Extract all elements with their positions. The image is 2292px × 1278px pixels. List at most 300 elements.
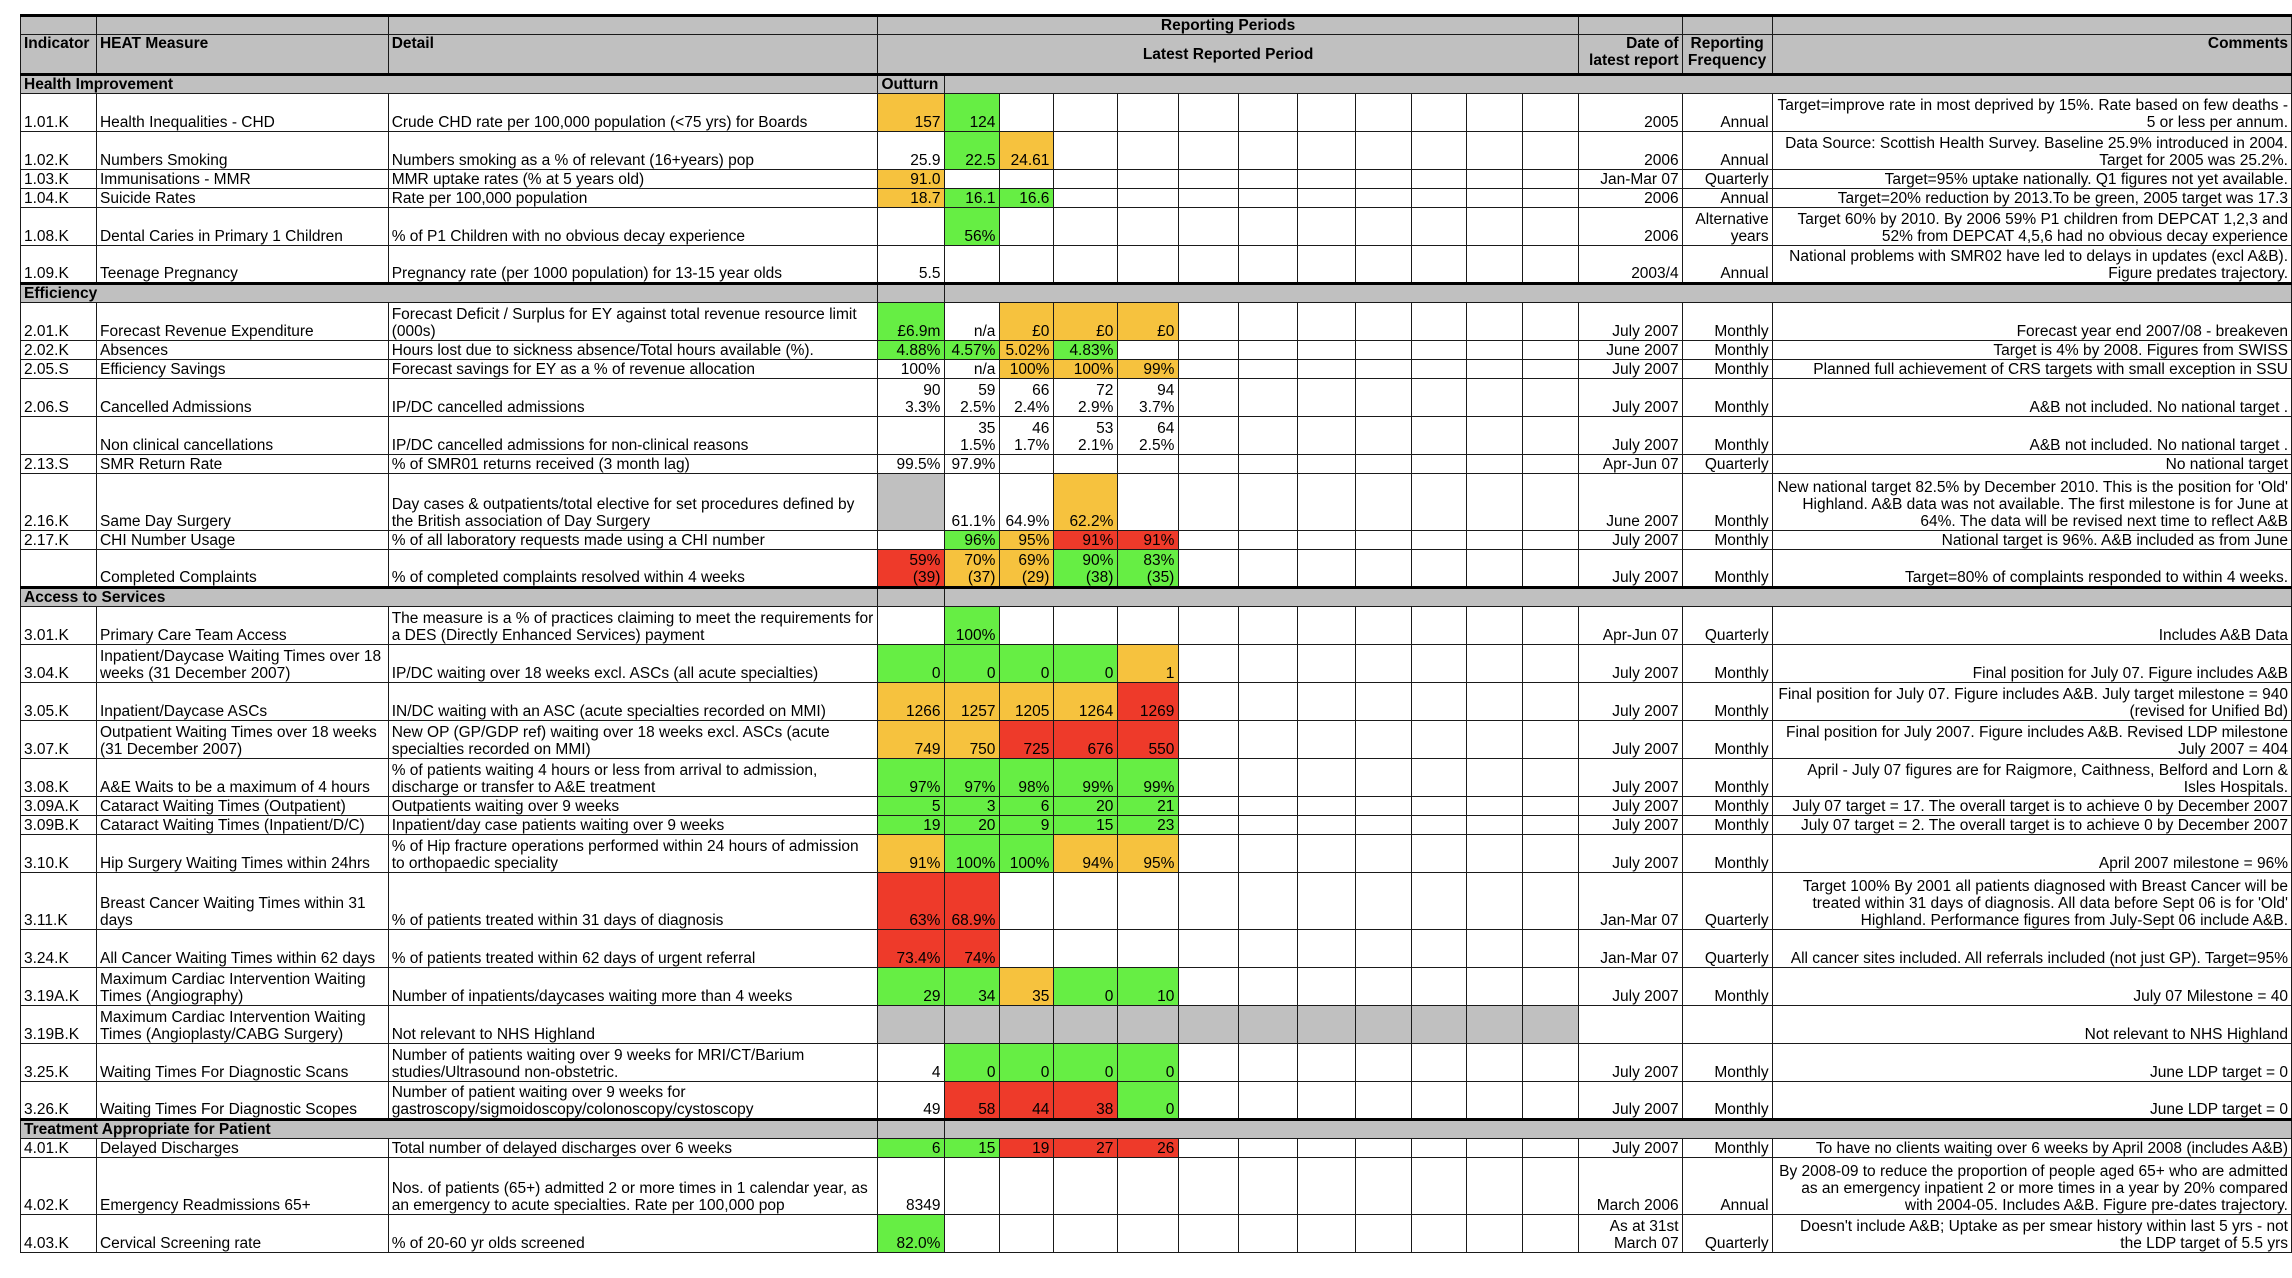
period-cell-empty (1411, 930, 1466, 968)
table-row (21, 379, 2292, 417)
period-cell-empty (1411, 379, 1466, 417)
period-value: 91.0 (878, 170, 945, 189)
period-cell-empty (1356, 797, 1412, 816)
period-value: 53 2.1% (1054, 417, 1118, 455)
period-value: £6.9m (878, 303, 945, 341)
period-cell-empty (1298, 455, 1356, 474)
period-value: 94 3.7% (1118, 379, 1179, 417)
comment: Target=improve rate in most deprived by 15%. Rate based on few deaths - 5 or less per annum. (1772, 94, 2291, 132)
detail: Forecast Deficit / Surplus for EY against total revenue resource limit (000s) (388, 303, 878, 341)
reporting-frequency: Monthly (1682, 816, 1772, 835)
outturn-label: Outturn (878, 75, 945, 94)
period-value: 20 (945, 816, 1000, 835)
period-value: 74% (945, 930, 1000, 968)
period-value: 1266 (878, 683, 945, 721)
period-cell-empty (1522, 132, 1578, 170)
period-cell-empty (1466, 531, 1522, 550)
period-cell-empty (1239, 797, 1298, 816)
table-row (21, 607, 2292, 645)
heat-measure: Cancelled Admissions (96, 379, 388, 417)
reporting-frequency: Monthly (1682, 835, 1772, 873)
heat-measure: Hip Surgery Waiting Times within 24hrs (96, 835, 388, 873)
period-cell-empty (1179, 455, 1239, 474)
period-cell-empty (1054, 1006, 1118, 1044)
period-value: 5 (878, 797, 945, 816)
period-value: 98% (1000, 759, 1054, 797)
period-value: 62.2% (1054, 474, 1118, 531)
period-value: 38 (1054, 1082, 1118, 1120)
period-value: 61.1% (945, 474, 1000, 531)
heat-measure: Inpatient/Daycase Waiting Times over 18 weeks (31 December 2007) (96, 645, 388, 683)
period-cell-empty (1522, 360, 1578, 379)
period-cell-empty (1000, 1215, 1054, 1253)
period-cell-empty (1239, 303, 1298, 341)
heat-measure: CHI Number Usage (96, 531, 388, 550)
indicator-code: 2.13.S (21, 455, 97, 474)
period-value: 56% (945, 208, 1000, 246)
period-cell-empty (1118, 94, 1179, 132)
detail: % of patients treated within 62 days of urgent referral (388, 930, 878, 968)
period-cell-empty (1356, 816, 1412, 835)
period-cell-empty (1239, 1082, 1298, 1120)
period-value: 58 (945, 1082, 1000, 1120)
heat-measure: Primary Care Team Access (96, 607, 388, 645)
period-cell-empty (1179, 873, 1239, 930)
comment: Data Source: Scottish Health Survey. Baseline 25.9% introduced in 2004. Target for 2005 was 25.2%. (1772, 132, 2291, 170)
period-cell-empty (1356, 1044, 1412, 1082)
heat-measure: Dental Caries in Primary 1 Children (96, 208, 388, 246)
period-cell-empty (1522, 1158, 1578, 1215)
detail: IN/DC waiting with an ASC (acute specialties recorded on MMI) (388, 683, 878, 721)
period-value: 0 (945, 645, 1000, 683)
period-cell-empty (1522, 417, 1578, 455)
heat-measure: SMR Return Rate (96, 455, 388, 474)
reporting-frequency: Annual (1682, 132, 1772, 170)
period-cell-empty (1522, 1139, 1578, 1158)
period-cell-empty (1466, 816, 1522, 835)
reporting-frequency: Monthly (1682, 683, 1772, 721)
date-of-latest-report: 2006 (1578, 208, 1682, 246)
header-blank (1772, 16, 2291, 35)
period-cell-empty (1179, 1139, 1239, 1158)
comments-header: Comments (1772, 35, 2291, 75)
period-cell-empty (1239, 683, 1298, 721)
period-cell-empty (1179, 721, 1239, 759)
period-cell-empty (1466, 132, 1522, 170)
period-value: 34 (945, 968, 1000, 1006)
period-value: 29 (878, 968, 945, 1006)
period-cell-empty (945, 170, 1000, 189)
table-row (21, 189, 2292, 208)
period-value: 4.57% (945, 341, 1000, 360)
period-cell-empty (1466, 170, 1522, 189)
indicator-code: 2.06.S (21, 379, 97, 417)
period-value: 0 (1054, 1044, 1118, 1082)
period-cell-empty (1054, 930, 1118, 968)
period-cell-empty (1411, 797, 1466, 816)
period-cell-empty (1298, 759, 1356, 797)
period-cell-empty (1411, 417, 1466, 455)
indicator-code: 1.09.K (21, 246, 97, 284)
date-of-latest-report: July 2007 (1578, 1044, 1682, 1082)
reporting-frequency: Quarterly (1682, 1215, 1772, 1253)
period-cell-empty (878, 607, 945, 645)
period-cell-empty (1239, 208, 1298, 246)
period-cell-empty (1466, 1082, 1522, 1120)
period-cell-empty (1356, 607, 1412, 645)
period-value: 157 (878, 94, 945, 132)
period-value: 95% (1118, 835, 1179, 873)
period-cell-empty (1411, 759, 1466, 797)
period-cell-empty (1298, 379, 1356, 417)
heat-measure: Same Day Surgery (96, 474, 388, 531)
table-row (21, 1158, 2292, 1215)
period-cell-empty (1179, 170, 1239, 189)
period-value: 99% (1118, 759, 1179, 797)
period-cell-empty (1466, 208, 1522, 246)
reporting-frequency: Monthly (1682, 550, 1772, 588)
reporting-frequency: Monthly (1682, 474, 1772, 531)
comment: Target=20% reduction by 2013.To be green, 2005 target was 17.3 (1772, 189, 2291, 208)
period-cell-empty (1466, 645, 1522, 683)
period-value: 725 (1000, 721, 1054, 759)
date-of-latest-report: July 2007 (1578, 303, 1682, 341)
period-value: 19 (878, 816, 945, 835)
period-cell-empty (1239, 170, 1298, 189)
date-of-latest-report: July 2007 (1578, 1139, 1682, 1158)
period-value: 0 (945, 1044, 1000, 1082)
period-cell-empty (1239, 968, 1298, 1006)
period-cell-empty (1356, 189, 1412, 208)
period-cell-empty (1356, 341, 1412, 360)
period-cell-empty (1298, 797, 1356, 816)
period-cell-empty (1356, 759, 1412, 797)
period-cell-empty (1118, 170, 1179, 189)
period-cell-empty (1179, 607, 1239, 645)
period-cell-empty (1239, 379, 1298, 417)
period-cell-empty (1466, 1006, 1522, 1044)
period-cell-empty (1118, 341, 1179, 360)
reporting-frequency: Quarterly (1682, 930, 1772, 968)
period-value: 68.9% (945, 873, 1000, 930)
period-cell-empty (1054, 1158, 1118, 1215)
period-cell-empty (1356, 455, 1412, 474)
period-value: 4.88% (878, 341, 945, 360)
period-value: 64 2.5% (1118, 417, 1179, 455)
period-cell-empty (1118, 208, 1179, 246)
period-cell-empty (1411, 816, 1466, 835)
reporting-periods-header: Reporting Periods (878, 16, 1578, 35)
period-cell-empty (878, 417, 945, 455)
period-value: 27 (1054, 1139, 1118, 1158)
period-value: 90% (38) (1054, 550, 1118, 588)
period-cell-empty (1298, 189, 1356, 208)
heat-measure: All Cancer Waiting Times within 62 days (96, 930, 388, 968)
period-cell-empty (1522, 721, 1578, 759)
indicator-code: 1.08.K (21, 208, 97, 246)
period-cell-empty (1298, 835, 1356, 873)
indicator-code: 3.05.K (21, 683, 97, 721)
period-value: 23 (1118, 816, 1179, 835)
table-row (21, 1044, 2292, 1082)
reporting-frequency: Quarterly (1682, 455, 1772, 474)
date-of-latest-report: 2005 (1578, 94, 1682, 132)
period-value: 19 (1000, 1139, 1054, 1158)
comment: June LDP target = 0 (1772, 1044, 2291, 1082)
period-cell-empty (878, 1006, 945, 1044)
period-value: 24.61 (1000, 132, 1054, 170)
period-cell-empty (1522, 816, 1578, 835)
period-cell-empty (1298, 417, 1356, 455)
comment: Forecast year end 2007/08 - breakeven (1772, 303, 2291, 341)
detail: Inpatient/day case patients waiting over 9 weeks (388, 816, 878, 835)
period-cell-empty (1179, 531, 1239, 550)
period-cell-empty (1298, 1215, 1356, 1253)
period-cell-empty (1356, 968, 1412, 1006)
comment: July 07 target = 2. The overall target is to achieve 0 by December 2007 (1772, 816, 2291, 835)
comment: Includes A&B Data (1772, 607, 2291, 645)
reporting-frequency: Monthly (1682, 645, 1772, 683)
period-cell-empty (1054, 873, 1118, 930)
period-value: 5.02% (1000, 341, 1054, 360)
header-blank (1578, 16, 1682, 35)
period-value: 16.1 (945, 189, 1000, 208)
comment: National problems with SMR02 have led to delays in updates (excl A&B). Figure predates trajectory. (1772, 246, 2291, 284)
period-cell-empty (1356, 208, 1412, 246)
section-title: Efficiency (21, 284, 878, 303)
period-cell-empty (1239, 721, 1298, 759)
period-cell-empty (1466, 797, 1522, 816)
period-value: 15 (1054, 816, 1118, 835)
period-cell-empty (1118, 246, 1179, 284)
period-cell-empty (1356, 360, 1412, 379)
heat-measure: Health Inequalities - CHD (96, 94, 388, 132)
period-cell-empty (1356, 1082, 1412, 1120)
period-value: 0 (1000, 645, 1054, 683)
period-cell-empty (1411, 1139, 1466, 1158)
indicator-code: 4.02.K (21, 1158, 97, 1215)
reporting-frequency (1682, 1006, 1772, 1044)
period-cell-empty (1466, 607, 1522, 645)
period-value: 73.4% (878, 930, 945, 968)
period-cell-empty (1356, 417, 1412, 455)
date-of-latest-report: Jan-Mar 07 (1578, 930, 1682, 968)
heat-measure: Waiting Times For Diagnostic Scans (96, 1044, 388, 1082)
period-cell-empty (1298, 645, 1356, 683)
date-of-latest-report: July 2007 (1578, 645, 1682, 683)
period-cell-empty (1118, 132, 1179, 170)
date-of-latest-report: As at 31st March 07 (1578, 1215, 1682, 1253)
indicator-code: 3.07.K (21, 721, 97, 759)
period-cell-empty (1411, 341, 1466, 360)
period-cell-empty (1356, 835, 1412, 873)
period-cell-empty (1356, 379, 1412, 417)
period-cell-empty (1466, 341, 1522, 360)
comment: Target=95% uptake nationally. Q1 figures not yet available. (1772, 170, 2291, 189)
period-value: 124 (945, 94, 1000, 132)
period-cell-empty (1356, 873, 1412, 930)
period-cell-empty (1298, 360, 1356, 379)
period-cell-empty (1466, 1139, 1522, 1158)
indicator-code: 3.11.K (21, 873, 97, 930)
period-cell-empty (1522, 550, 1578, 588)
period-value: £0 (1000, 303, 1054, 341)
detail: MMR uptake rates (% at 5 years old) (388, 170, 878, 189)
date-of-latest-report: 2006 (1578, 132, 1682, 170)
period-value: 44 (1000, 1082, 1054, 1120)
table-row (21, 759, 2292, 797)
indicator-code: 3.19A.K (21, 968, 97, 1006)
period-cell-empty (1179, 968, 1239, 1006)
heat-measure-header: HEAT Measure (96, 35, 388, 75)
date-of-latest-report: 2006 (1578, 189, 1682, 208)
period-cell-empty (1466, 683, 1522, 721)
period-value: 100% (1000, 360, 1054, 379)
period-cell-empty (1411, 455, 1466, 474)
detail: Total number of delayed discharges over 6 weeks (388, 1139, 878, 1158)
period-cell-empty (1239, 341, 1298, 360)
period-cell-empty (1118, 930, 1179, 968)
period-value: 1 (1118, 645, 1179, 683)
period-cell-empty (1179, 341, 1239, 360)
indicator-code: 3.09A.K (21, 797, 97, 816)
detail: % of 20-60 yr olds screened (388, 1215, 878, 1253)
period-value: 97.9% (945, 455, 1000, 474)
period-cell-empty (1466, 455, 1522, 474)
comment: June LDP target = 0 (1772, 1082, 2291, 1120)
period-cell-empty (1118, 873, 1179, 930)
period-cell-empty (1179, 132, 1239, 170)
period-cell-empty (1411, 303, 1466, 341)
period-cell-empty (1466, 550, 1522, 588)
period-cell-empty (1298, 474, 1356, 531)
header-blank (1682, 16, 1772, 35)
indicator-code: 3.19B.K (21, 1006, 97, 1044)
period-cell-empty (1179, 417, 1239, 455)
detail: IP/DC cancelled admissions (388, 379, 878, 417)
period-cell-empty (1356, 683, 1412, 721)
period-cell-empty (1298, 930, 1356, 968)
period-cell-empty (1356, 170, 1412, 189)
period-cell-empty (1118, 1215, 1179, 1253)
detail: % of all laboratory requests made using a CHI number (388, 531, 878, 550)
period-value: 1269 (1118, 683, 1179, 721)
detail: % of completed complaints resolved within 4 weeks (388, 550, 878, 588)
table-row (21, 94, 2292, 132)
period-cell-empty (1298, 170, 1356, 189)
date-of-latest-report: July 2007 (1578, 797, 1682, 816)
period-cell-empty (1411, 531, 1466, 550)
table-row (21, 303, 2292, 341)
period-cell-empty (1054, 208, 1118, 246)
period-cell-empty (1356, 474, 1412, 531)
period-value: 25.9 (878, 132, 945, 170)
indicator-code: 2.01.K (21, 303, 97, 341)
indicator-code: 3.24.K (21, 930, 97, 968)
period-cell-empty (1298, 531, 1356, 550)
period-value: 26 (1118, 1139, 1179, 1158)
detail: Crude CHD rate per 100,000 population (<75 yrs) for Boards (388, 94, 878, 132)
comment: By 2008-09 to reduce the proportion of people aged 65+ who are admitted as an emergency inpatient 2 or more times in a year by 20% compared with 2004-05. Includes A&B. Figure pre-dates trajectory. (1772, 1158, 2291, 1215)
period-value: 59% (39) (878, 550, 945, 588)
reporting-frequency: Quarterly (1682, 170, 1772, 189)
detail: Forecast savings for EY as a % of revenue allocation (388, 360, 878, 379)
period-cell-empty (1466, 189, 1522, 208)
indicator-code: 1.02.K (21, 132, 97, 170)
period-cell-empty (1118, 607, 1179, 645)
comment: Target=80% of complaints responded to within 4 weeks. (1772, 550, 2291, 588)
period-cell-empty (1298, 550, 1356, 588)
period-value: 63% (878, 873, 945, 930)
date-of-latest-report: July 2007 (1578, 816, 1682, 835)
period-cell-empty (1466, 474, 1522, 531)
period-value: 99% (1118, 360, 1179, 379)
date-of-latest-report: Apr-Jun 07 (1578, 607, 1682, 645)
period-value: 9 (1000, 816, 1054, 835)
table-row (21, 417, 2292, 455)
reporting-frequency: Monthly (1682, 379, 1772, 417)
date-of-latest-report: July 2007 (1578, 417, 1682, 455)
period-cell-empty (1179, 816, 1239, 835)
detail: Not relevant to NHS Highland (388, 1006, 878, 1044)
period-cell-empty (1356, 1158, 1412, 1215)
period-cell-empty (1179, 379, 1239, 417)
period-cell-empty (1356, 1215, 1412, 1253)
period-cell-empty (1466, 968, 1522, 1006)
comment: July 07 Milestone = 40 (1772, 968, 2291, 1006)
period-value: 10 (1118, 968, 1179, 1006)
period-value: 66 2.4% (1000, 379, 1054, 417)
reporting-frequency: Monthly (1682, 417, 1772, 455)
heat-measure: Forecast Revenue Expenditure (96, 303, 388, 341)
period-cell-empty (1411, 189, 1466, 208)
table-row (21, 1006, 2292, 1044)
period-cell-empty (1298, 816, 1356, 835)
section-row (21, 75, 2292, 94)
detail: New OP (GP/GDP ref) waiting over 18 weeks excl. ASCs (acute specialties recorded on MMI) (388, 721, 878, 759)
period-cell-empty (1411, 208, 1466, 246)
table-row (21, 1082, 2292, 1120)
comment: New national target 82.5% by December 2010. This is the position for 'Old' Highland. A&B data was not available. The first milestone is for June at 64%. The data will be revised next time to reflect A&B (1772, 474, 2291, 531)
period-cell-empty (1118, 189, 1179, 208)
period-cell-empty (1466, 1158, 1522, 1215)
table-row (21, 816, 2292, 835)
detail: Number of inpatients/daycases waiting more than 4 weeks (388, 968, 878, 1006)
detail: % of P1 Children with no obvious decay experience (388, 208, 878, 246)
period-cell-empty (1466, 721, 1522, 759)
reporting-frequency: Monthly (1682, 797, 1772, 816)
period-cell-empty (1522, 683, 1578, 721)
table-row (21, 455, 2292, 474)
period-value: 15 (945, 1139, 1000, 1158)
period-cell-empty (1239, 1215, 1298, 1253)
period-cell-empty (1000, 1006, 1054, 1044)
heat-measure: Maximum Cardiac Intervention Waiting Times (Angioplasty/CABG Surgery) (96, 1006, 388, 1044)
date-of-latest-report: July 2007 (1578, 531, 1682, 550)
table-row (21, 683, 2292, 721)
period-cell-empty (945, 1215, 1000, 1253)
period-value: 64.9% (1000, 474, 1054, 531)
table-row (21, 797, 2292, 816)
period-cell-empty (1239, 835, 1298, 873)
detail-header: Detail (388, 35, 878, 75)
heat-measure: Cataract Waiting Times (Outpatient) (96, 797, 388, 816)
detail: The measure is a % of practices claiming to meet the requirements for a DES (Directly Enhanced Services) payment (388, 607, 878, 645)
period-cell-empty (1298, 1082, 1356, 1120)
heat-measure: Efficiency Savings (96, 360, 388, 379)
period-cell-empty (1298, 1044, 1356, 1082)
table-row (21, 550, 2292, 588)
